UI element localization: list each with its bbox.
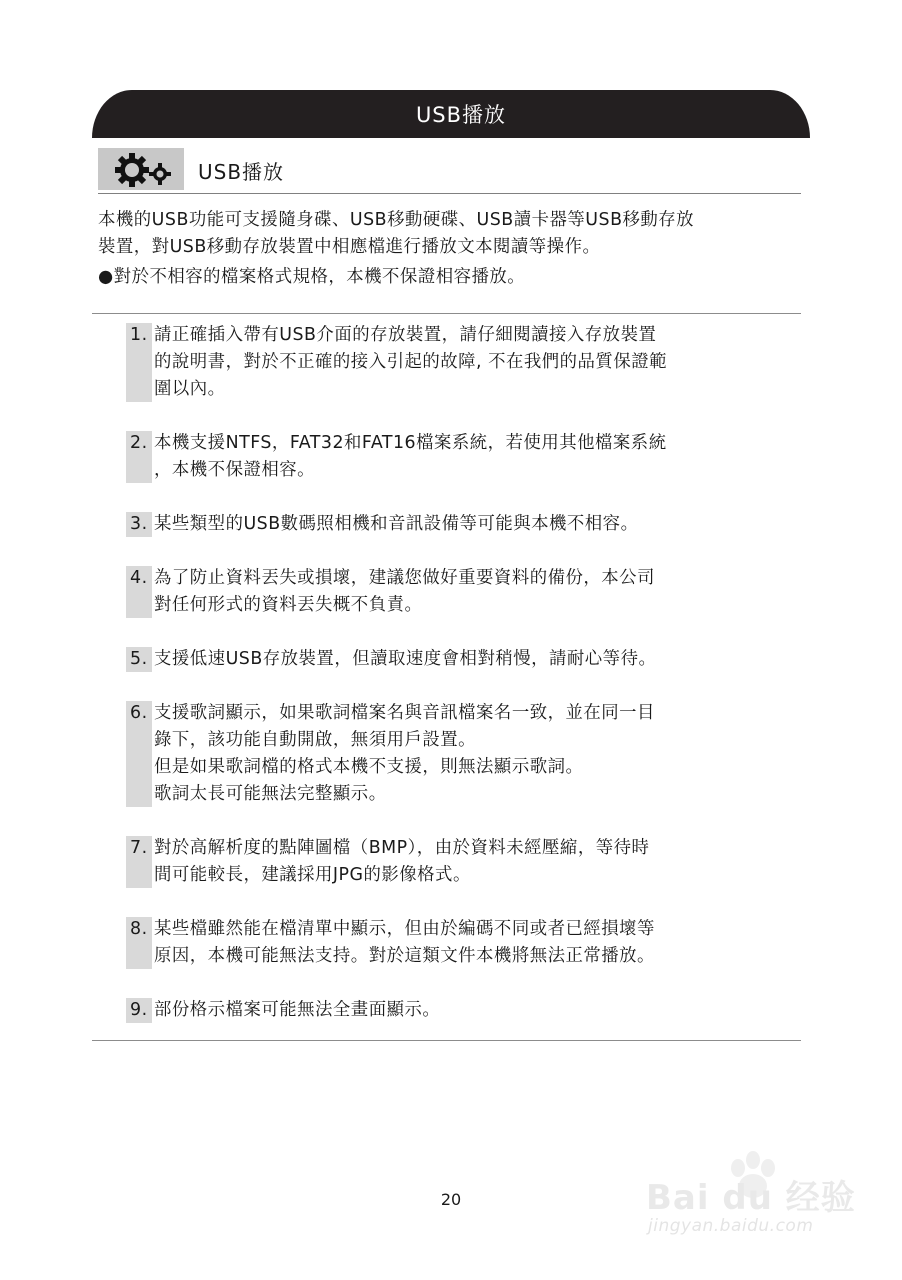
item-text: 部份格示檔案可能無法全畫面顯示。 xyxy=(154,1000,441,1020)
watermark-brand: Bai du 经验 xyxy=(646,1178,856,1218)
item-number: 4. xyxy=(130,568,148,588)
item-number: 1. xyxy=(130,325,148,345)
notes-list xyxy=(126,322,816,1051)
watermark xyxy=(636,1150,856,1250)
watermark-url: jingyan.baidu.com xyxy=(648,1216,814,1236)
list-item xyxy=(126,322,816,403)
item-text: ，本機不保證相容。 xyxy=(154,460,316,480)
list-item xyxy=(126,835,816,889)
compatibility-note: ●對於不相容的檔案格式規格，本機不保證相容播放。 xyxy=(98,267,526,287)
chapter-banner xyxy=(92,90,810,138)
intro-line: 裝置，對USB移動存放裝置中相應檔進行播放文本閱讀等操作。 xyxy=(98,237,601,257)
item-text: 請正確插入帶有USB介面的存放裝置，請仔細閱讀接入存放裝置 xyxy=(154,325,657,345)
intro-line: 本機的USB功能可支援隨身碟、USB移動硬碟、USB讀卡器等USB移動存放 xyxy=(98,210,695,230)
item-text: 的說明書，對於不正確的接入引起的故障, 不在我們的品質保證範 xyxy=(154,352,667,372)
top-divider xyxy=(92,313,801,314)
item-text: 但是如果歌詞檔的格式本機不支援，則無法顯示歌詞。 xyxy=(154,757,584,777)
item-text: 原因，本機可能無法支持。對於這類文件本機將無法正常播放。 xyxy=(154,946,655,966)
gears-icon xyxy=(112,150,182,190)
item-text: 對於高解析度的點陣圖檔（BMP），由於資料未經壓縮，等待時 xyxy=(154,838,650,858)
item-text: 某些檔雖然能在檔清單中顯示，但由於編碼不同或者已經損壞等 xyxy=(154,919,655,939)
item-text: 支援歌詞顯示，如果歌詞檔案名與音訊檔案名一致，並在同一目 xyxy=(154,703,655,723)
section-title: USB播放 xyxy=(198,160,285,184)
page-number: 20 xyxy=(440,1190,462,1209)
list-item xyxy=(126,646,816,673)
item-number: 9. xyxy=(130,1000,148,1020)
item-number: 6. xyxy=(130,703,148,723)
item-text: 間可能較長，建議採用JPG的影像格式。 xyxy=(154,865,471,885)
list-item xyxy=(126,511,816,538)
item-number: 3. xyxy=(130,514,148,534)
list-item xyxy=(126,430,816,484)
item-text: 本機支援NTFS，FAT32和FAT16檔案系統，若使用其他檔案系統 xyxy=(154,433,667,453)
bottom-divider xyxy=(92,1040,801,1041)
intro-paragraph xyxy=(98,207,810,291)
item-text: 某些類型的USB數碼照相機和音訊設備等可能與本機不相容。 xyxy=(154,514,639,534)
item-number: 8. xyxy=(130,919,148,939)
list-item xyxy=(126,916,816,970)
item-text: 對任何形式的資料丟失概不負責。 xyxy=(154,595,423,615)
item-number: 2. xyxy=(130,433,148,453)
section-header xyxy=(98,148,801,194)
item-text: 圍以內。 xyxy=(154,379,226,399)
banner-title: USB播放 xyxy=(415,103,507,127)
item-text: 錄下，該功能自動開啟，無須用戶設置。 xyxy=(154,730,477,750)
item-text: 為了防止資料丟失或損壞，建議您做好重要資料的備份，本公司 xyxy=(154,568,655,588)
item-number: 7. xyxy=(130,838,148,858)
item-text: 支援低速USB存放裝置，但讀取速度會相對稍慢，請耐心等待。 xyxy=(154,649,657,669)
item-number: 5. xyxy=(130,649,148,669)
item-text: 歌詞太長可能無法完整顯示。 xyxy=(154,784,387,804)
list-item xyxy=(126,700,816,808)
list-item xyxy=(126,997,816,1024)
section-rule xyxy=(98,193,801,194)
list-item xyxy=(126,565,816,619)
